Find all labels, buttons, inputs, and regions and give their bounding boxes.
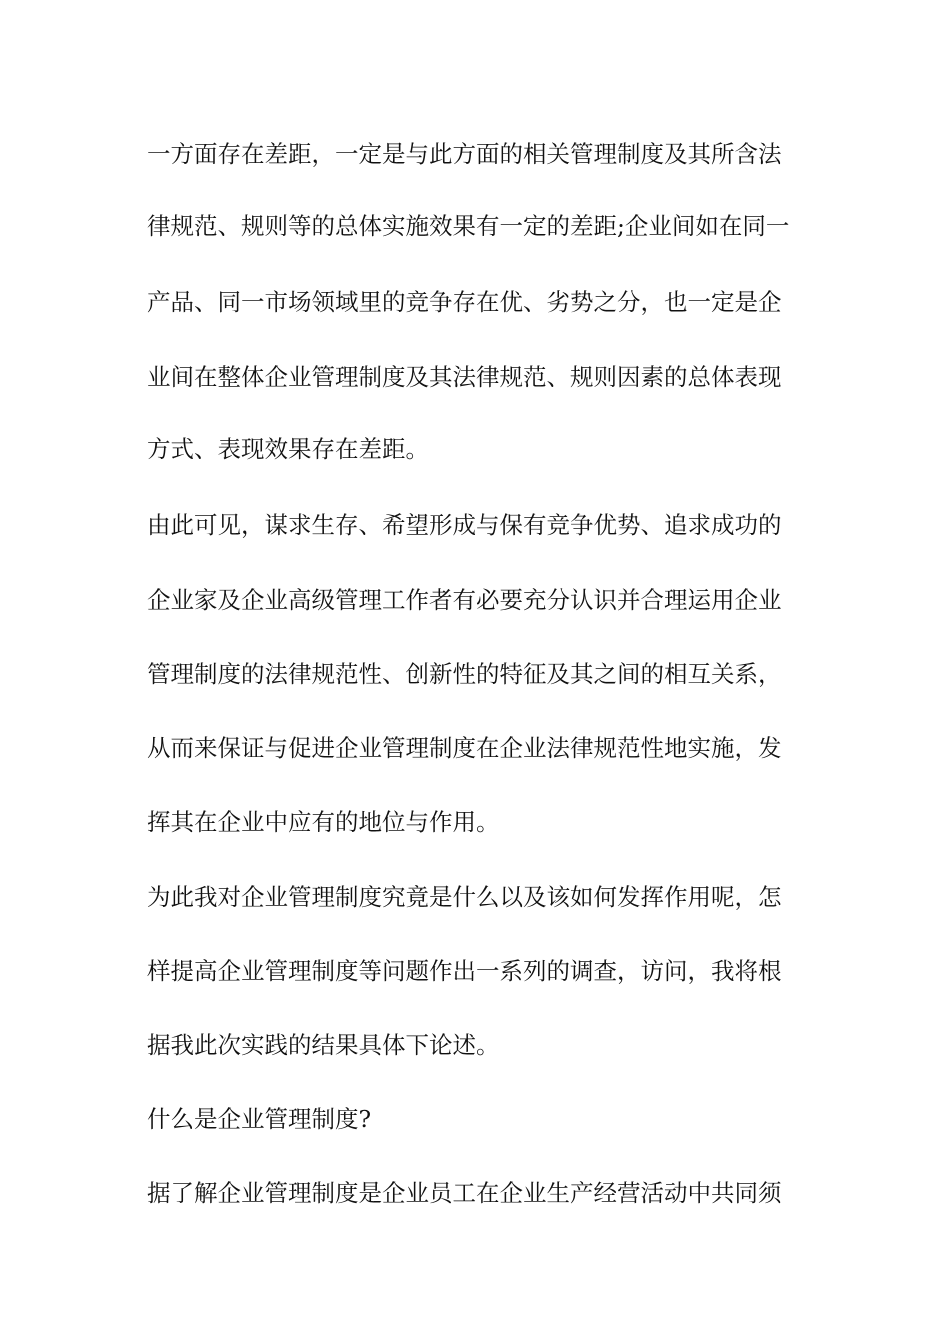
text-line: 据我此次实践的结果具体下论述。	[147, 1031, 500, 1059]
text-line: 方式、表现效果存在差距。	[147, 435, 429, 463]
text-line: 挥其在企业中应有的地位与作用。	[147, 808, 500, 836]
text-line: 管理制度的法律规范性、创新性的特征及其之间的相互关系，	[147, 660, 782, 688]
text-line: 由此可见，谋求生存、希望形成与保有竞争优势、追求成功的	[147, 511, 782, 539]
text-line: 据了解企业管理制度是企业员工在企业生产经营活动中共同须	[147, 1179, 782, 1207]
text-line: 为此我对企业管理制度究竟是什么以及该如何发挥作用呢，怎	[147, 883, 782, 911]
text-line: 一方面存在差距，一定是与此方面的相关管理制度及其所含法	[147, 140, 782, 168]
text-line: 从而来保证与促进企业管理制度在企业法律规范性地实施，发	[147, 734, 782, 762]
text-line: 产品、同一市场领域里的竞争存在优、劣势之分，也一定是企	[147, 288, 782, 316]
text-line: 律规范、规则等的总体实施效果有一定的差距;企业间如在同一	[147, 212, 790, 240]
text-line: 企业家及企业高级管理工作者有必要充分认识并合理运用企业	[147, 586, 782, 614]
text-line: 什么是企业管理制度?	[147, 1105, 372, 1133]
text-line: 业间在整体企业管理制度及其法律规范、规则因素的总体表现	[147, 363, 782, 391]
text-line: 样提高企业管理制度等问题作出一系列的调查，访问，我将根	[147, 957, 782, 985]
